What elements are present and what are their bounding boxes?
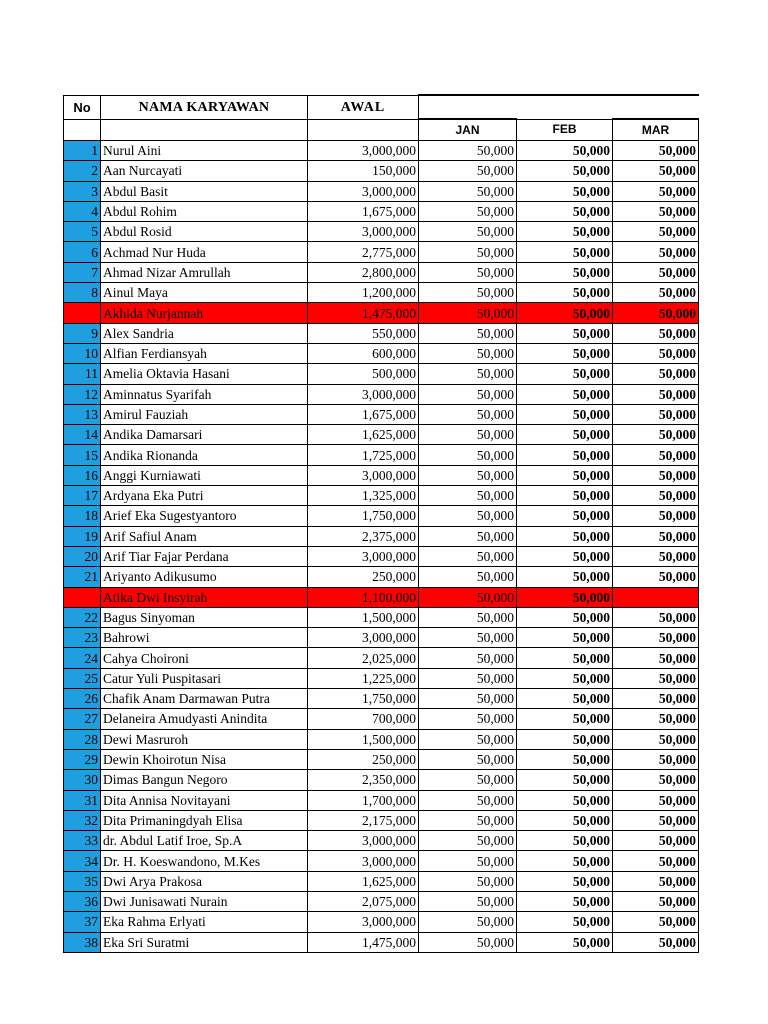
table-body [64, 95, 699, 952]
cell-feb[interactable]: 50,000 [517, 262, 613, 282]
cell-name[interactable]: Abdul Basit [101, 181, 308, 201]
cell-jan[interactable]: 50,000 [419, 831, 517, 851]
cell-feb[interactable]: 50,000 [517, 222, 613, 242]
cell-name[interactable]: Dimas Bangun Negoro [101, 770, 308, 790]
cell-mar[interactable]: 50,000 [613, 222, 699, 242]
cell-awal[interactable]: 3,000,000 [308, 546, 419, 566]
table-row [64, 425, 699, 445]
table-row [64, 871, 699, 891]
cell-awal[interactable]: 2,175,000 [308, 810, 419, 830]
cell-mar[interactable]: 50,000 [613, 141, 699, 161]
cell-feb[interactable]: 50,000 [517, 749, 613, 769]
table-row [64, 141, 699, 161]
cell-awal[interactable]: 3,000,000 [308, 181, 419, 201]
cell-feb[interactable]: 50,000 [517, 343, 613, 363]
cell-awal[interactable]: 1,625,000 [308, 871, 419, 891]
cell-mar[interactable]: 50,000 [613, 323, 699, 343]
cell-jan[interactable]: 50,000 [419, 607, 517, 627]
cell-name[interactable]: Abdul Rohim [101, 201, 308, 221]
cell-feb[interactable]: 50,000 [517, 587, 613, 607]
cell-awal[interactable]: 1,225,000 [308, 668, 419, 688]
cell-awal[interactable]: 3,000,000 [308, 628, 419, 648]
cell-jan[interactable]: 50,000 [419, 587, 517, 607]
cell-awal[interactable]: 250,000 [308, 749, 419, 769]
cell-name[interactable]: Arief Eka Sugestyantoro [101, 506, 308, 526]
cell-name[interactable]: Ainul Maya [101, 283, 308, 303]
table-row [64, 689, 699, 709]
table-row [64, 445, 699, 465]
cell-feb[interactable]: 50,000 [517, 891, 613, 911]
cell-awal[interactable]: 1,475,000 [308, 303, 419, 323]
cell-name[interactable]: Chafik Anam Darmawan Putra [101, 689, 308, 709]
cell-mar[interactable]: 50,000 [613, 506, 699, 526]
cell-feb[interactable]: 50,000 [517, 486, 613, 506]
cell-mar[interactable]: 50,000 [613, 465, 699, 485]
cell-feb[interactable]: 50,000 [517, 668, 613, 688]
cell-no[interactable]: 31 [64, 790, 101, 810]
cell-no[interactable]: 21 [64, 567, 101, 587]
cell-mar[interactable]: 50,000 [613, 567, 699, 587]
cell-mar[interactable]: 50,000 [613, 770, 699, 790]
cell-no[interactable]: 4 [64, 201, 101, 221]
cell-no[interactable]: 12 [64, 384, 101, 404]
table-row [64, 790, 699, 810]
cell-jan[interactable]: 50,000 [419, 729, 517, 749]
cell-no[interactable]: 24 [64, 648, 101, 668]
cell-mar[interactable]: 50,000 [613, 526, 699, 546]
header-row [64, 95, 699, 119]
cell-jan[interactable]: 50,000 [419, 262, 517, 282]
cell-feb[interactable]: 50,000 [517, 242, 613, 262]
cell-awal[interactable]: 3,000,000 [308, 384, 419, 404]
cell-feb[interactable]: 50,000 [517, 161, 613, 181]
header-awal-blank[interactable] [308, 119, 419, 141]
cell-awal[interactable]: 2,025,000 [308, 648, 419, 668]
cell-jan[interactable]: 50,000 [419, 546, 517, 566]
cell-awal[interactable]: 1,700,000 [308, 790, 419, 810]
cell-mar[interactable]: 50,000 [613, 283, 699, 303]
table-row [64, 567, 699, 587]
header-no-blank[interactable] [64, 119, 101, 141]
cell-jan[interactable]: 50,000 [419, 384, 517, 404]
cell-no[interactable]: 18 [64, 506, 101, 526]
cell-no[interactable]: 20 [64, 546, 101, 566]
cell-jan[interactable]: 50,000 [419, 242, 517, 262]
table-row [64, 364, 699, 384]
cell-mar[interactable]: 50,000 [613, 425, 699, 445]
cell-feb[interactable]: 50,000 [517, 364, 613, 384]
table-row [64, 729, 699, 749]
cell-no[interactable]: 11 [64, 364, 101, 384]
cell-jan[interactable]: 50,000 [419, 851, 517, 871]
header-jan[interactable]: JAN [419, 119, 517, 141]
table-row [64, 343, 699, 363]
cell-jan[interactable]: 50,000 [419, 871, 517, 891]
cell-no[interactable] [64, 587, 101, 607]
table-row [64, 526, 699, 546]
cell-mar[interactable]: 50,000 [613, 790, 699, 810]
cell-awal[interactable]: 1,675,000 [308, 201, 419, 221]
cell-name[interactable]: Dewin Khoirotun Nisa [101, 749, 308, 769]
cell-awal[interactable]: 2,375,000 [308, 526, 419, 546]
cell-jan[interactable]: 50,000 [419, 689, 517, 709]
cell-name[interactable]: Aminnatus Syarifah [101, 384, 308, 404]
cell-no[interactable]: 6 [64, 242, 101, 262]
table-row [64, 628, 699, 648]
cell-mar[interactable]: 50,000 [613, 607, 699, 627]
cell-mar[interactable]: 50,000 [613, 648, 699, 668]
table-row [64, 749, 699, 769]
table-row [64, 587, 699, 607]
cell-feb[interactable]: 50,000 [517, 871, 613, 891]
cell-name[interactable]: dr. Abdul Latif Iroe, Sp.A [101, 831, 308, 851]
cell-mar[interactable]: 50,000 [613, 628, 699, 648]
cell-jan[interactable]: 50,000 [419, 181, 517, 201]
cell-name[interactable]: Eka Rahma Erlyati [101, 912, 308, 932]
cell-name[interactable]: Anggi Kurniawati [101, 465, 308, 485]
cell-mar[interactable]: 50,000 [613, 709, 699, 729]
table-row [64, 851, 699, 871]
cell-mar[interactable]: 50,000 [613, 303, 699, 323]
cell-feb[interactable]: 50,000 [517, 323, 613, 343]
cell-no[interactable]: 37 [64, 912, 101, 932]
cell-awal[interactable]: 2,075,000 [308, 891, 419, 911]
cell-name[interactable]: Arif Safiul Anam [101, 526, 308, 546]
cell-no[interactable]: 9 [64, 323, 101, 343]
table-row [64, 831, 699, 851]
table-row [64, 709, 699, 729]
cell-name[interactable]: Achmad Nur Huda [101, 242, 308, 262]
cell-mar[interactable]: 50,000 [613, 181, 699, 201]
cell-mar[interactable]: 50,000 [613, 851, 699, 871]
cell-no[interactable]: 16 [64, 465, 101, 485]
cell-name[interactable]: Arif Tiar Fajar Perdana [101, 546, 308, 566]
cell-awal[interactable]: 700,000 [308, 709, 419, 729]
cell-feb[interactable]: 50,000 [517, 790, 613, 810]
cell-awal[interactable]: 3,000,000 [308, 831, 419, 851]
cell-feb[interactable]: 50,000 [517, 141, 613, 161]
cell-jan[interactable]: 50,000 [419, 465, 517, 485]
cell-awal[interactable]: 550,000 [308, 323, 419, 343]
table-row [64, 932, 699, 952]
cell-mar[interactable]: 50,000 [613, 262, 699, 282]
cell-feb[interactable]: 50,000 [517, 851, 613, 871]
cell-feb[interactable]: 50,000 [517, 689, 613, 709]
cell-awal[interactable]: 1,750,000 [308, 506, 419, 526]
cell-feb[interactable]: 50,000 [517, 303, 613, 323]
cell-no[interactable]: 34 [64, 851, 101, 871]
cell-mar[interactable]: 50,000 [613, 749, 699, 769]
cell-no[interactable]: 33 [64, 831, 101, 851]
cell-name[interactable]: Catur Yuli Puspitasari [101, 668, 308, 688]
cell-no[interactable]: 29 [64, 749, 101, 769]
cell-awal[interactable]: 1,675,000 [308, 404, 419, 424]
cell-awal[interactable]: 3,000,000 [308, 851, 419, 871]
cell-awal[interactable]: 1,100,000 [308, 587, 419, 607]
header-no[interactable]: No [64, 95, 101, 119]
header-mar[interactable]: MAR [613, 119, 699, 141]
table-row [64, 201, 699, 221]
cell-mar[interactable]: 50,000 [613, 161, 699, 181]
cell-no[interactable]: 8 [64, 283, 101, 303]
cell-no[interactable]: 36 [64, 891, 101, 911]
cell-name[interactable]: Nurul Aini [101, 141, 308, 161]
table-row [64, 242, 699, 262]
table-row [64, 607, 699, 627]
cell-mar[interactable]: 50,000 [613, 932, 699, 952]
cell-no[interactable] [64, 303, 101, 323]
cell-no[interactable]: 27 [64, 709, 101, 729]
cell-feb[interactable]: 50,000 [517, 425, 613, 445]
cell-mar[interactable]: 50,000 [613, 404, 699, 424]
cell-awal[interactable]: 250,000 [308, 567, 419, 587]
table-row [64, 648, 699, 668]
cell-no[interactable]: 17 [64, 486, 101, 506]
cell-mar[interactable]: 50,000 [613, 871, 699, 891]
cell-feb[interactable]: 50,000 [517, 283, 613, 303]
header-name-blank[interactable] [101, 119, 308, 141]
cell-awal[interactable]: 2,775,000 [308, 242, 419, 262]
cell-no[interactable]: 28 [64, 729, 101, 749]
cell-no[interactable]: 38 [64, 932, 101, 952]
cell-mar[interactable]: 50,000 [613, 891, 699, 911]
cell-feb[interactable]: 50,000 [517, 404, 613, 424]
cell-awal[interactable]: 1,625,000 [308, 425, 419, 445]
cell-no[interactable]: 25 [64, 668, 101, 688]
cell-feb[interactable]: 50,000 [517, 526, 613, 546]
cell-name[interactable]: Bagus Sinyoman [101, 607, 308, 627]
cell-mar[interactable]: 50,000 [613, 445, 699, 465]
cell-no[interactable]: 13 [64, 404, 101, 424]
cell-awal[interactable]: 3,000,000 [308, 465, 419, 485]
cell-mar[interactable]: 50,000 [613, 689, 699, 709]
cell-mar[interactable]: 50,000 [613, 546, 699, 566]
cell-name[interactable]: Aan Nurcayati [101, 161, 308, 181]
cell-name[interactable]: Akhida Nurjannah [101, 303, 308, 323]
table-row [64, 303, 699, 323]
table-row [64, 546, 699, 566]
cell-name[interactable]: Dita Annisa Novitayani [101, 790, 308, 810]
table-row [64, 912, 699, 932]
cell-no[interactable]: 26 [64, 689, 101, 709]
cell-awal[interactable]: 1,200,000 [308, 283, 419, 303]
cell-no[interactable]: 3 [64, 181, 101, 201]
cell-jan[interactable]: 50,000 [419, 770, 517, 790]
cell-awal[interactable]: 150,000 [308, 161, 419, 181]
cell-jan[interactable]: 50,000 [419, 668, 517, 688]
cell-jan[interactable]: 50,000 [419, 749, 517, 769]
cell-name[interactable]: Delaneira Amudyasti Anindita [101, 709, 308, 729]
cell-feb[interactable]: 50,000 [517, 546, 613, 566]
table-row [64, 891, 699, 911]
cell-jan[interactable]: 50,000 [419, 364, 517, 384]
cell-feb[interactable]: 50,000 [517, 831, 613, 851]
cell-jan[interactable]: 50,000 [419, 506, 517, 526]
cell-jan[interactable]: 50,000 [419, 222, 517, 242]
cell-name[interactable]: Bahrowi [101, 628, 308, 648]
table-row [64, 323, 699, 343]
cell-name[interactable]: Eka Sri Suratmi [101, 932, 308, 952]
cell-awal[interactable]: 2,350,000 [308, 770, 419, 790]
table-row [64, 404, 699, 424]
table-row [64, 283, 699, 303]
cell-awal[interactable]: 3,000,000 [308, 141, 419, 161]
cell-jan[interactable]: 50,000 [419, 343, 517, 363]
header-month-group[interactable] [419, 95, 699, 119]
employee-table [63, 94, 699, 953]
cell-feb[interactable]: 50,000 [517, 567, 613, 587]
cell-no[interactable]: 22 [64, 607, 101, 627]
cell-jan[interactable]: 50,000 [419, 648, 517, 668]
cell-name[interactable]: Dwi Junisawati Nurain [101, 891, 308, 911]
cell-no[interactable]: 32 [64, 810, 101, 830]
cell-jan[interactable]: 50,000 [419, 445, 517, 465]
cell-no[interactable]: 10 [64, 343, 101, 363]
cell-jan[interactable]: 50,000 [419, 404, 517, 424]
cell-feb[interactable]: 50,000 [517, 201, 613, 221]
cell-name[interactable]: Amirul Fauziah [101, 404, 308, 424]
cell-jan[interactable]: 50,000 [419, 201, 517, 221]
cell-name[interactable]: Ardyana Eka Putri [101, 486, 308, 506]
cell-mar[interactable]: 50,000 [613, 364, 699, 384]
cell-awal[interactable]: 1,500,000 [308, 729, 419, 749]
cell-no[interactable]: 7 [64, 262, 101, 282]
cell-jan[interactable]: 50,000 [419, 567, 517, 587]
cell-jan[interactable]: 50,000 [419, 891, 517, 911]
cell-no[interactable]: 5 [64, 222, 101, 242]
cell-name[interactable]: Ahmad Nizar Amrullah [101, 262, 308, 282]
month-header-row [64, 119, 699, 141]
cell-name[interactable]: Andika Rionanda [101, 445, 308, 465]
cell-jan[interactable]: 50,000 [419, 790, 517, 810]
cell-mar[interactable]: 50,000 [613, 668, 699, 688]
cell-jan[interactable]: 50,000 [419, 283, 517, 303]
cell-feb[interactable]: 50,000 [517, 770, 613, 790]
cell-awal[interactable]: 500,000 [308, 364, 419, 384]
cell-awal[interactable]: 3,000,000 [308, 912, 419, 932]
cell-feb[interactable]: 50,000 [517, 912, 613, 932]
cell-mar[interactable]: 50,000 [613, 729, 699, 749]
cell-jan[interactable]: 50,000 [419, 486, 517, 506]
cell-jan[interactable]: 50,000 [419, 425, 517, 445]
cell-awal[interactable]: 2,800,000 [308, 262, 419, 282]
table-row [64, 161, 699, 181]
cell-feb[interactable]: 50,000 [517, 607, 613, 627]
cell-jan[interactable]: 50,000 [419, 526, 517, 546]
cell-mar[interactable]: 50,000 [613, 242, 699, 262]
cell-name[interactable]: Alfian Ferdiansyah [101, 343, 308, 363]
cell-name[interactable]: Amelia Oktavia Hasani [101, 364, 308, 384]
cell-mar[interactable]: 50,000 [613, 486, 699, 506]
cell-awal[interactable]: 1,325,000 [308, 486, 419, 506]
cell-feb[interactable]: 50,000 [517, 810, 613, 830]
cell-name[interactable]: Atika Dwi Insyirah [101, 587, 308, 607]
cell-jan[interactable]: 50,000 [419, 628, 517, 648]
cell-jan[interactable]: 50,000 [419, 810, 517, 830]
cell-name[interactable]: Abdul Rosid [101, 222, 308, 242]
cell-name[interactable]: Cahya Choironi [101, 648, 308, 668]
cell-no[interactable]: 1 [64, 141, 101, 161]
cell-awal[interactable]: 3,000,000 [308, 222, 419, 242]
cell-awal[interactable]: 1,750,000 [308, 689, 419, 709]
cell-name[interactable]: Dr. H. Koeswandono, M.Kes [101, 851, 308, 871]
header-awal[interactable]: AWAL [308, 95, 419, 119]
cell-mar[interactable]: 50,000 [613, 810, 699, 830]
table-row [64, 668, 699, 688]
cell-name[interactable]: Dita Primaningdyah Elisa [101, 810, 308, 830]
cell-mar[interactable]: 50,000 [613, 384, 699, 404]
cell-jan[interactable]: 50,000 [419, 932, 517, 952]
cell-feb[interactable]: 50,000 [517, 729, 613, 749]
cell-mar[interactable] [613, 587, 699, 607]
cell-jan[interactable]: 50,000 [419, 303, 517, 323]
cell-no[interactable]: 15 [64, 445, 101, 465]
table-row [64, 465, 699, 485]
cell-feb[interactable]: 50,000 [517, 628, 613, 648]
cell-feb[interactable]: 50,000 [517, 648, 613, 668]
cell-feb[interactable]: 50,000 [517, 384, 613, 404]
cell-jan[interactable]: 50,000 [419, 912, 517, 932]
table-row [64, 770, 699, 790]
cell-mar[interactable]: 50,000 [613, 343, 699, 363]
cell-no[interactable]: 35 [64, 871, 101, 891]
cell-name[interactable]: Ariyanto Adikusumo [101, 567, 308, 587]
cell-no[interactable]: 14 [64, 425, 101, 445]
table-row [64, 384, 699, 404]
cell-feb[interactable]: 50,000 [517, 932, 613, 952]
table-row [64, 486, 699, 506]
cell-jan[interactable]: 50,000 [419, 161, 517, 181]
cell-feb[interactable]: 50,000 [517, 709, 613, 729]
cell-name[interactable]: Alex Sandria [101, 323, 308, 343]
cell-mar[interactable]: 50,000 [613, 831, 699, 851]
cell-feb[interactable]: 50,000 [517, 465, 613, 485]
cell-feb[interactable]: 50,000 [517, 445, 613, 465]
header-feb[interactable]: FEB [517, 119, 613, 141]
cell-no[interactable]: 2 [64, 161, 101, 181]
cell-awal[interactable]: 1,475,000 [308, 932, 419, 952]
cell-jan[interactable]: 50,000 [419, 141, 517, 161]
cell-awal[interactable]: 1,500,000 [308, 607, 419, 627]
cell-name[interactable]: Andika Damarsari [101, 425, 308, 445]
cell-name[interactable]: Dwi Arya Prakosa [101, 871, 308, 891]
cell-no[interactable]: 23 [64, 628, 101, 648]
cell-mar[interactable]: 50,000 [613, 201, 699, 221]
cell-jan[interactable]: 50,000 [419, 709, 517, 729]
cell-jan[interactable]: 50,000 [419, 323, 517, 343]
cell-feb[interactable]: 50,000 [517, 181, 613, 201]
table-row [64, 222, 699, 242]
cell-awal[interactable]: 1,725,000 [308, 445, 419, 465]
table-row [64, 262, 699, 282]
cell-feb[interactable]: 50,000 [517, 506, 613, 526]
cell-awal[interactable]: 600,000 [308, 343, 419, 363]
table-row [64, 810, 699, 830]
cell-name[interactable]: Dewi Masruroh [101, 729, 308, 749]
cell-mar[interactable]: 50,000 [613, 912, 699, 932]
header-name[interactable]: NAMA KARYAWAN [101, 95, 308, 119]
table-row [64, 506, 699, 526]
cell-no[interactable]: 19 [64, 526, 101, 546]
cell-no[interactable]: 30 [64, 770, 101, 790]
table-row [64, 181, 699, 201]
